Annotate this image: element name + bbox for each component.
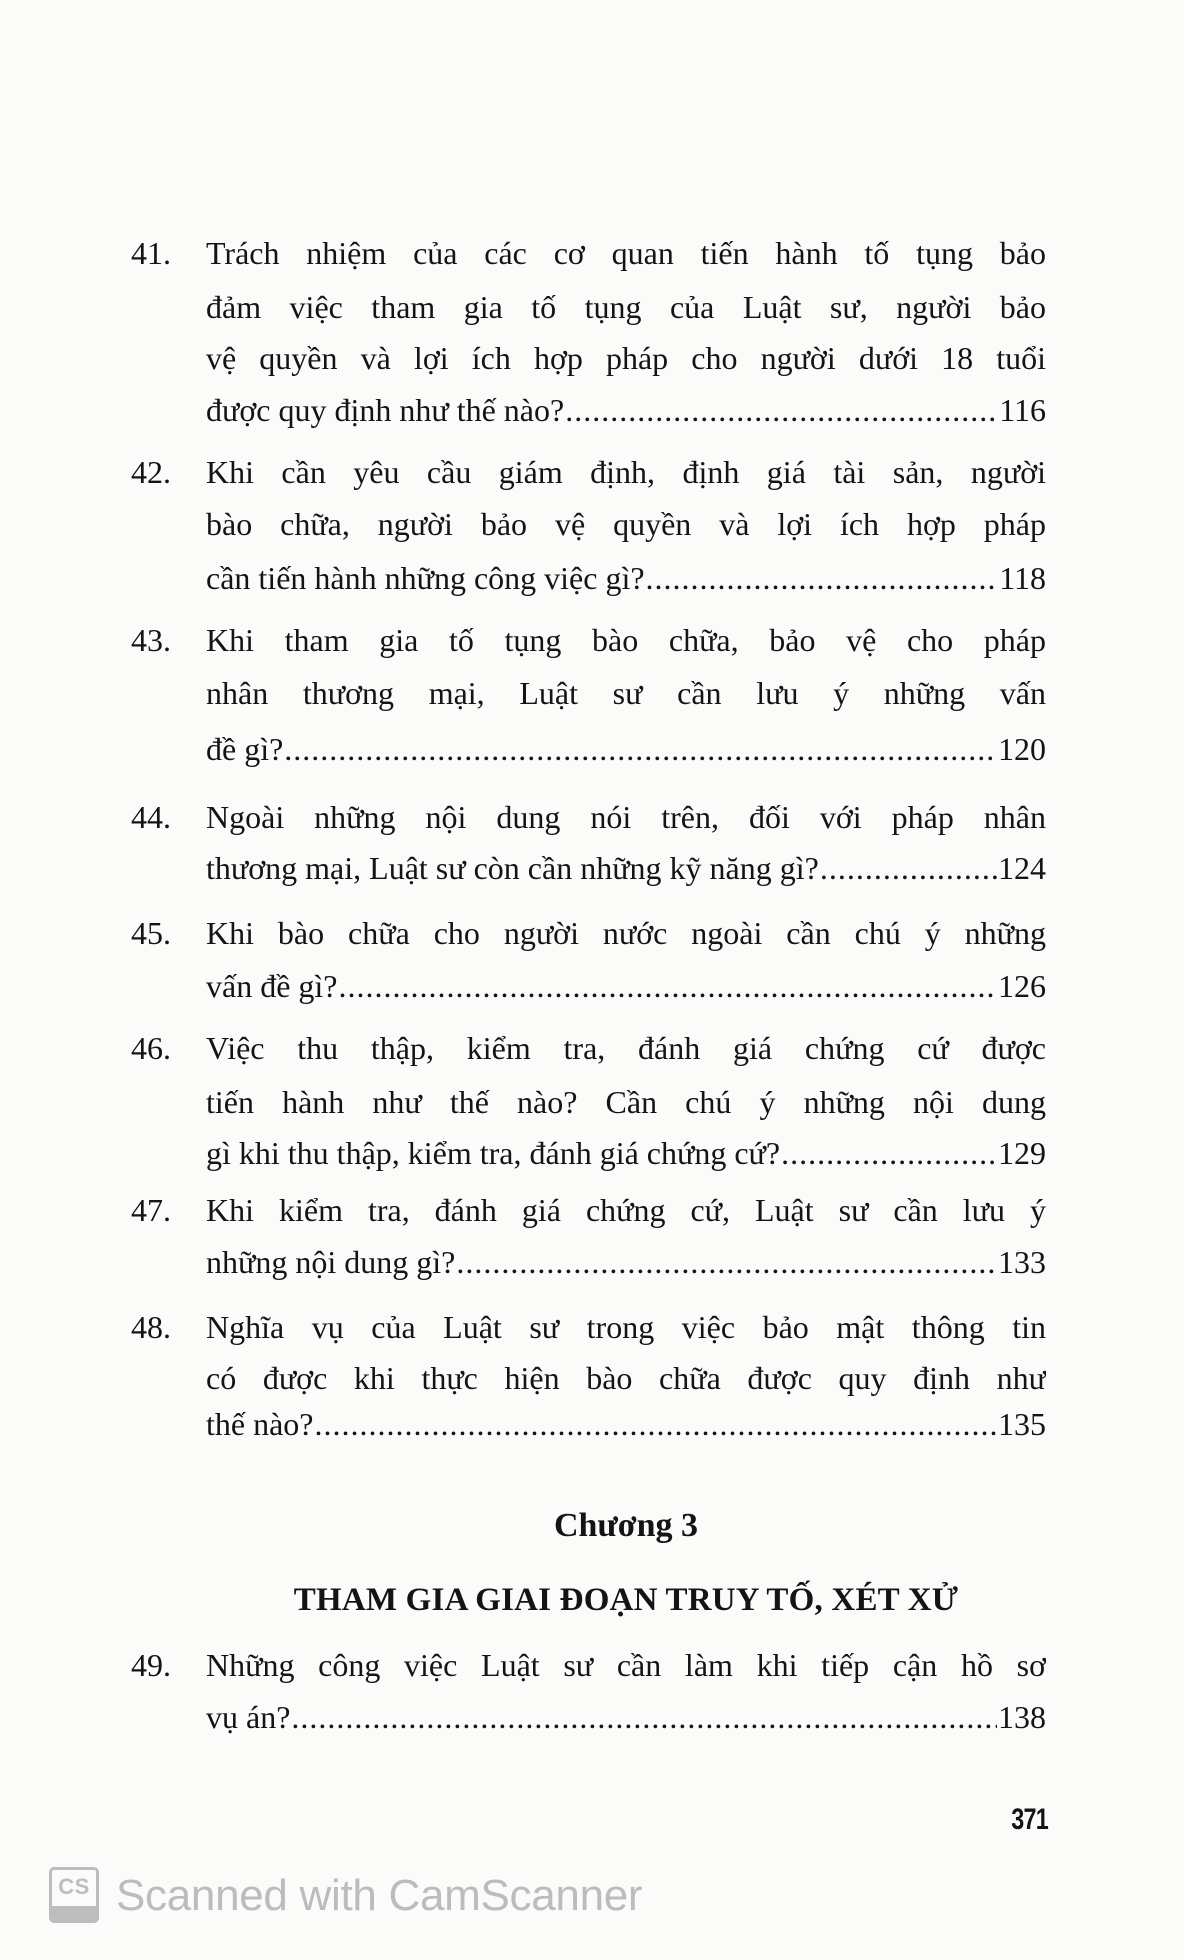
- camscanner-label: Scanned with CamScanner: [116, 1871, 643, 1920]
- entry-number: 47.: [131, 1192, 171, 1228]
- entry-line: Những công việc Luật sư cần làm khi tiếp cận hồ sơ: [206, 1647, 1046, 1683]
- entry-line: đề gì?: [206, 731, 284, 767]
- entry-last-line: [206, 1133, 1046, 1173]
- entry-line: thế nào?: [206, 1406, 314, 1442]
- entry-line: được quy định như thế nào?: [206, 392, 565, 428]
- entry-last-line: [206, 1242, 1046, 1282]
- entry-last-line: [206, 966, 1046, 1006]
- entry-line: vệ quyền và lợi ích hợp pháp cho người dưới 18 tuổi: [206, 340, 1046, 376]
- entry-last-line: [206, 558, 1046, 598]
- entry-line: tiến hành như thế nào? Cần chú ý những nội dung: [206, 1084, 1046, 1120]
- entry-page-number: 138: [998, 1699, 1046, 1735]
- dot-leader: [339, 966, 998, 1006]
- entry-line: đảm việc tham gia tố tụng của Luật sư, người bảo: [206, 289, 1046, 325]
- entry-line: vấn đề gì?: [206, 968, 338, 1004]
- entry-number: 41.: [131, 235, 171, 271]
- entry-line: cần tiến hành những công việc gì?: [206, 560, 645, 596]
- camscanner-logo-bar: [52, 1906, 96, 1920]
- entry-page-number: 120: [998, 731, 1046, 767]
- dot-leader: [781, 1133, 997, 1173]
- dot-leader: [565, 390, 998, 430]
- entry-line: gì khi thu thập, kiểm tra, đánh giá chứng cứ?: [206, 1135, 781, 1171]
- entry-last-line: [206, 1404, 1046, 1444]
- chapter-title: THAM GIA GIAI ĐOẠN TRUY TỐ, XÉT XỬ: [293, 1582, 959, 1618]
- entry-line: Khi tham gia tố tụng bào chữa, bảo vệ cho pháp: [206, 622, 1046, 658]
- entry-number: 44.: [131, 799, 171, 835]
- entry-page-number: 126: [998, 968, 1046, 1004]
- chapter-label: Chương 3: [553, 1507, 699, 1544]
- entry-line: vụ án?: [206, 1699, 291, 1735]
- entry-number: 45.: [131, 915, 171, 951]
- entry-line: Việc thu thập, kiểm tra, đánh giá chứng cứ được: [206, 1030, 1046, 1066]
- entry-last-line: [206, 848, 1046, 888]
- entry-page-number: 129: [998, 1135, 1046, 1171]
- entry-page-number: 116: [999, 392, 1046, 428]
- entry-line: Ngoài những nội dung nói trên, đối với pháp nhân: [206, 799, 1046, 835]
- page-number: 371: [1011, 1803, 1048, 1836]
- entry-number: 46.: [131, 1030, 171, 1066]
- dot-leader: [291, 1697, 997, 1737]
- entry-line: Khi kiểm tra, đánh giá chứng cứ, Luật sư cần lưu ý: [206, 1192, 1046, 1228]
- camscanner-logo-text: CS: [58, 1874, 90, 1899]
- dot-leader: [315, 1404, 998, 1444]
- entry-line: Khi cần yêu cầu giám định, định giá tài sản, người: [206, 454, 1046, 490]
- entry-page-number: 135: [998, 1406, 1046, 1442]
- entry-last-line: [206, 390, 1046, 430]
- entry-page-number: 133: [998, 1244, 1046, 1280]
- entry-page-number: 118: [999, 560, 1046, 596]
- entry-line: bào chữa, người bảo vệ quyền và lợi ích hợp pháp: [206, 506, 1046, 542]
- entry-page-number: 124: [998, 850, 1046, 886]
- entry-number: 43.: [131, 622, 171, 658]
- entry-number: 42.: [131, 454, 171, 490]
- entry-line: nhân thương mại, Luật sư cần lưu ý những vấn: [206, 675, 1046, 711]
- entry-number: 48.: [131, 1309, 171, 1345]
- camscanner-logo-icon: [49, 1867, 99, 1923]
- entry-line: Nghĩa vụ của Luật sư trong việc bảo mật thông tin: [206, 1309, 1046, 1345]
- entry-line: những nội dung gì?: [206, 1244, 456, 1280]
- entry-line: có được khi thực hiện bào chữa được quy định như: [206, 1360, 1046, 1396]
- entry-last-line: [206, 1697, 1046, 1737]
- dot-leader: [284, 729, 997, 769]
- dot-leader: [820, 848, 997, 888]
- entry-line: Trách nhiệm của các cơ quan tiến hành tố tụng bảo: [206, 235, 1046, 271]
- dot-leader: [456, 1242, 997, 1282]
- dot-leader: [646, 558, 999, 598]
- entry-line: Khi bào chữa cho người nước ngoài cần chú ý những: [206, 915, 1046, 951]
- entry-last-line: [206, 729, 1046, 769]
- entry-number: 49.: [131, 1647, 171, 1683]
- entry-line: thương mại, Luật sư còn cần những kỹ năng gì?: [206, 850, 819, 886]
